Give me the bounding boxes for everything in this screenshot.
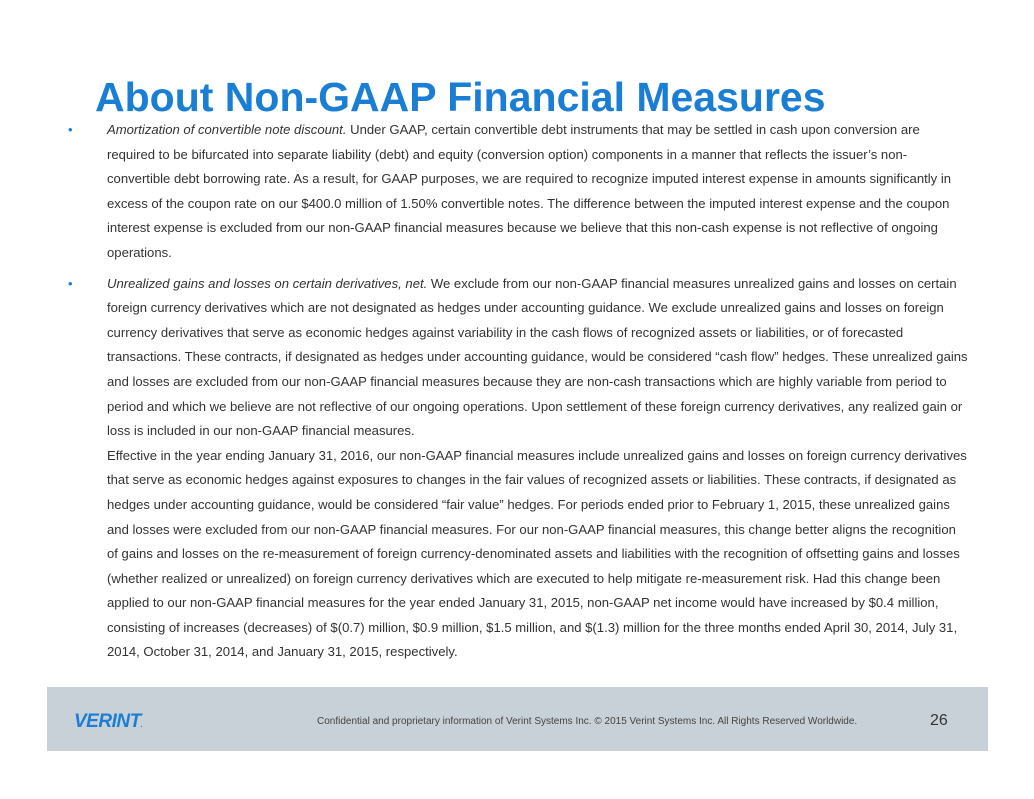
item-text: Under GAAP, certain convertible debt instruments that may be settled in cash upon conversion are required to be bifurcated into separate liability (debt) and equity (conversion option) components in a manner that reflects the issuer’s non-convertible debt borrowing rate. As a result, for GAAP purposes, we are required to recognize imputed interest expense in amounts significantly in excess of the coupon rate on our $400.0 million of 1.50% convertible notes. The difference between the imputed interest expense and the coupon interest expense is excluded from our non-GAAP financial measures because we believe that this non-cash expense is not reflective of ongoing operations.: [107, 122, 952, 260]
bullet-icon: •: [68, 275, 73, 291]
item-continuation: Effective in the year ending January 31, 2016, our non-GAAP financial measures include unrealized gains and losses on foreign currency derivatives that serve as economic hedges against exposures to changes in the fair values of recognized assets or liabilities. These contracts, if designated as hedges under accounting guidance, would be considered “fair value” hedges. For periods ended prior to February 1, 2015, these unrealized gains and losses were excluded from our non-GAAP financial measures. For our non-GAAP financial measures, this change better aligns the recognition of gains and losses on the re-measurement of foreign currency-denominated assets and liabilities with the recognition of offsetting gains and losses (whether realized or unrealized) on foreign currency derivatives which are executed to help mitigate re-measurement risk. Had this change been applied to our non-GAAP financial measures for the year ended January 31, 2015, non-GAAP net income would have increased by $0.4 million, consisting of increases (decreases) of $(0.7) million, $0.9 million, $1.5 million, and $(1.3) million for the three months ended April 30, 2014, July 31, 2014, October 31, 2014, and January 31, 2015, respectively.: [107, 447, 967, 660]
confidential-notice: Confidential and proprietary information of Verint Systems Inc. © 2015 Verint Systems Inc. All Rights Reserved Worldwide.: [317, 716, 858, 727]
item-lead: Amortization of convertible note discount.: [107, 122, 347, 137]
bullet-icon: •: [68, 122, 73, 137]
verint-logo: [74, 711, 142, 733]
item-lead: Unrealized gains and losses on certain derivatives, net.: [107, 275, 428, 291]
bullet-item-amortization: [68, 118, 968, 266]
page-title: About Non-GAAP Financial Measures: [95, 74, 826, 120]
logo-mark: .: [140, 722, 143, 729]
item-text: We exclude from our non-GAAP financial measures unrealized gains and losses on certain foreign currency derivatives which are not designated as hedges under accounting guidance. We exclude unrealized gains and losses on foreign currency derivatives that serve as economic hedges against variability in the cash flows of recognized assets or liabilities, or of forecasted transactions. These contracts, if designated as hedges under accounting guidance, would be considered “cash flow” hedges. These unrealized gains and losses are excluded from our non-GAAP financial measures because they are non-cash transactions which are highly variable from period to period and which we believe are not reflective of our ongoing operations. Upon settlement of these foreign currency derivatives, any realized gain or loss is included in our non-GAAP financial measures.: [107, 275, 968, 439]
footer-bar: [47, 687, 988, 751]
body-content: [68, 118, 968, 671]
page-number: 26: [930, 712, 948, 729]
logo-text: VERINT: [74, 711, 141, 732]
bullet-item-derivatives: [68, 272, 968, 666]
